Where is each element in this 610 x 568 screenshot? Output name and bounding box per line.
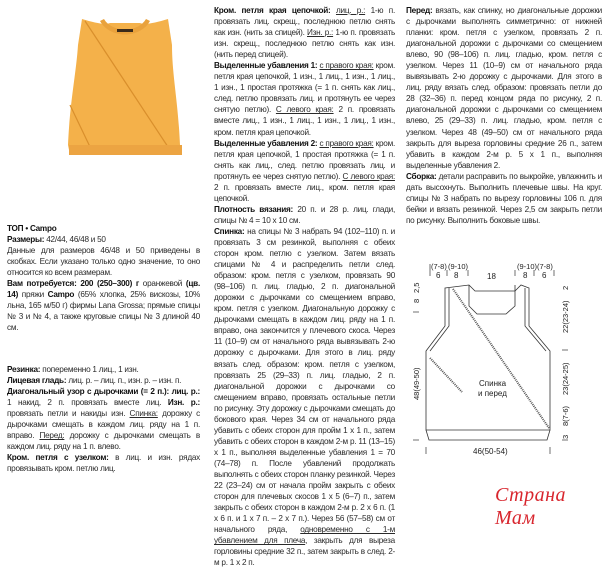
decrease-2-label: Выделенные убавления 2: <box>214 138 318 148</box>
chain-edge-text: 1-ю п. провязать изн. скрещ., последнюю петлю снять как изн. (нить перед спицей). <box>214 28 395 60</box>
materials-label: Вам потребуется: 200 (250–300) г <box>7 279 140 289</box>
assembly-text: детали расправить по выкройке, увлажнить и дать высохнуть. Выполнить плечевые швы. На круг. спицы № 3 набрать по вырезу горловины 106 п. для бейки и вязать резинкой. Через 2,5 см закрыть петли по рисунку. Выполнить боковые швы. <box>406 171 602 225</box>
dim-right-rib: 3 <box>561 434 570 439</box>
left-edge-label: С левого края: <box>342 171 395 181</box>
dim-right-rib-2: 8(7-6) <box>561 405 570 426</box>
materials-text: оранжевой <box>139 279 186 289</box>
column-middle <box>214 5 395 568</box>
rib-band <box>69 145 182 155</box>
watermark-logo: Страна Мам <box>495 484 566 529</box>
pattern-title: ТОП • Campo <box>7 224 57 233</box>
dim-top-left-6: 6 <box>436 271 441 280</box>
left-edge-label: С левого края: <box>275 105 334 115</box>
stockinette-text: лиц. р. – лиц. п., изн. р. – изн. п. <box>66 376 182 386</box>
top-body <box>68 19 182 155</box>
back-label: Спинка: <box>129 409 158 419</box>
materials-text: пряжи <box>18 290 48 300</box>
dim-top-mid: 18 <box>487 272 496 281</box>
back-piece-underline: одновременно с 1-м убавлением для плеча <box>214 525 395 546</box>
chain-edge-text: 1-ю п. провязать лиц. скрещ., последнюю петлю снять как изн. (нить за спицей). <box>214 6 395 38</box>
decrease-1-text: кром. петля края цепочкой, 1 изн., 1 лиц., 1 изн., 1 лиц., 1 изн., 1 простая протяжка (= 1 п. снять как лиц., след. петлю провязать лиц. и протянуть ее через снятую петлю). <box>214 61 395 115</box>
column-left <box>7 223 200 333</box>
diagonal-pattern-text: 1 накид, 2 п. провязать вместе лиц. <box>7 398 168 408</box>
gauge-text: 20 п. и 28 р. лиц. глади, спицы № 4 = 10 х 10 см. <box>214 204 396 225</box>
dim-right-top: 2 <box>561 285 570 290</box>
armhole-band-right <box>525 288 546 351</box>
right-side-label: лиц. р.: <box>335 6 366 15</box>
wrong-side-label: Изн. р.: <box>307 28 334 38</box>
stockinette-label: Лицевая гладь: <box>7 376 67 386</box>
dim-top-left-b: (9-10) <box>448 262 469 271</box>
column-right <box>406 5 602 226</box>
dim-top-left-8: 8 <box>454 271 459 280</box>
wrong-side-label: Изн. р.: <box>167 398 200 408</box>
diagonal-pattern-text: дорожку с дырочками смещать в каждом лиц. ряду на 1 п. влево. <box>7 431 200 452</box>
eyelet-diagonal-second <box>430 358 462 392</box>
schematic-diagram <box>395 250 610 465</box>
diagonal-pattern-text: дорожку с дырочками смещать в каждом лиц. ряду на 1 п. вправо. <box>7 409 201 441</box>
materials-yarn: Campo <box>47 290 75 300</box>
dim-left-8: 8 <box>412 298 421 303</box>
decrease-2-text: 2 п. провязать вместе лиц., кром. петля края цепочкой. <box>214 182 395 203</box>
diagonal-pattern-text: провязать петли и накиды изн. <box>7 409 130 419</box>
dim-top-right-b: (7-8) <box>537 262 553 271</box>
front-piece-text: вязать, как спинку, но диагональные дорожки с дырочками выполнять симметрично: от нижней планки: кром. петля с узелком, провязать 2 п. диагональной дорожки с дырочками со смещением влево, 90 (98–106) п. лиц. гладью, кром. петля с узелком. Через 11 (10–9) см от начального ряда вывязывать 2-ю дорожку с дырочками. Для этого в лиц. ряду вязать след. образом: провязать петли до 28 (32–36) п. перед концом ряда по рисунку, 2 п. диагональной дорожки с дырочками со смещением влево, 25 (29–33) п. лиц. гладью, кром. петля с узелком. Через 48 (49–50) см от начального ряда закрыть для выреза горловины средние 26 п., затем убавить в каждом 2-м р. 5 х 1 п., выполняя выделенные убавления 2. <box>406 6 602 170</box>
back-piece-text: на спицы № 3 набрать 94 (102–110) п. и провязать 3 см резинкой, выполняя с обеих сторон кром. петлю с узелком. Затем вязать спицами № 4 и распределить петли след. образом: кром. петля с узелком, провязать 90 (98–106) п. лиц. гладью, 2 п. диагональной дорожки с дырочками со смещением вправо, кром. петля с узелком. Диагональную дорожку с дырочками смещать в каждом лиц. ряду на 1 п. вправо, она закончится у плечевого скоса. Через 11 (10–9) см от начального ряда вывязывать 2-ю дорожку с дырочками. Для этого в лиц. ряду вязать след. образом: кром. петля с узелком, провязать 25 (29–33) п. лиц. гладью, 2 п. диагональной дорожки с дырочками со смещением вправо, провязать остальные петли по рисунку. Эту дорожку с дырочками смещать до бокового края. Через 34 см от начального ряда убавить с обеих сторон для пройм 1 х 1 п., затем убавить с обеих сторон в каждом 2-м р. 11 (13–15) х 1 п., выполняя выделенные убавления 1 = 70 (74–78) п. После убавлений продолжать выполнять с обеих сторон планку резинкой. Через 22 (23–24) см от начала пройм закрыть с обеих сторон для плечевых скосов 1 х 5 (6–7) п., затем закрыть с обеих сторон в каждом 2-м р. 2 х 6 п. (1 х 6 п. и 1 х 7 п. – 2 х 7 п.). Через 56 (57–58) см от начального ряда, <box>214 226 395 535</box>
dim-right-body: 23(24-25) <box>561 362 570 395</box>
sizes-note: Данные для размеров 46/48 и 50 приведены в скобках. Если указано только одно значение, то оно относится ко всем размерам. <box>7 246 200 278</box>
dim-left-top: 2,5 <box>412 282 421 293</box>
brand-label <box>117 29 133 32</box>
rib-text: попеременно 1 лиц., 1 изн. <box>40 365 139 374</box>
rib-label: Резинка: <box>7 365 41 374</box>
diagonal-pattern-label: Диагональный узор с дырочками (= 2 п.): лиц. р.: <box>7 387 200 397</box>
dim-right-armhole: 22(23-24) <box>561 300 570 333</box>
dim-top-right-8: 8 <box>523 271 528 280</box>
piece-label-line1: Спинка <box>479 379 507 388</box>
assembly-label: Сборка: <box>406 171 437 181</box>
schematic-outline <box>426 285 550 430</box>
dim-top-right-a: (9-10) <box>517 262 538 271</box>
dim-bottom: 46(50-54) <box>473 447 508 456</box>
back-piece-label: Спинка: <box>214 226 245 236</box>
sizes-label: Размеры: <box>7 235 45 245</box>
materials-text: (65% хлопка, 25% вискозы, 10% льна, 165 м/50 г) фирмы Lana Grossa; прямые спицы № 3 и № 4, а также круговые спицы № 3 длиной 40 см. <box>7 290 200 333</box>
decrease-2-text: кром. петля края цепочкой, 1 простая протяжка (= 1 п. снять как лиц., след. петлю провязать лиц. и протянуть ее через снятую петлю). <box>214 138 395 181</box>
materials-color: (цв. 14) <box>7 279 200 300</box>
edge-stitch-text: в лиц. и изн. рядах провязывать кром. петлю лиц. <box>7 453 200 474</box>
front-piece-label: Перед: <box>406 6 433 15</box>
right-edge-label: с правого края: <box>319 61 374 71</box>
chain-edge-label: Кром. петля края цепочкой: <box>214 6 331 15</box>
product-photo-orange-top <box>60 5 190 170</box>
piece-label-line2: и перед <box>478 389 507 398</box>
decrease-1-label: Выделенные убавления 1: <box>214 61 318 71</box>
sizes-value: 42/44, 46/48 и 50 <box>44 235 106 245</box>
dim-top-left-a: (7-8) <box>431 262 447 271</box>
column-left-stitches <box>7 364 200 474</box>
neckline <box>469 285 515 314</box>
dim-top-right-6: 6 <box>542 271 547 280</box>
gauge-label: Плотность вязания: <box>214 204 294 214</box>
edge-stitch-label: Кром. петля с узелком: <box>7 453 109 463</box>
rib-band-outline <box>426 430 550 440</box>
right-edge-label: с правого края: <box>319 138 374 148</box>
decrease-1-text: 2 п. провязать вместе лиц., 1 изн., 1 лиц., 1 изн., 1 лиц., 1 изн., кром. петля края цепочкой. <box>214 105 395 137</box>
dim-left-total: 48(49-50) <box>412 367 421 400</box>
eyelet-diagonal-main <box>453 289 549 428</box>
back-piece-text: , закрыть для выреза горловины средние 32 п., затем закрыть в след. 2-м р. 1 х 2 п. <box>214 536 395 568</box>
front-label: Перед: <box>39 431 65 441</box>
